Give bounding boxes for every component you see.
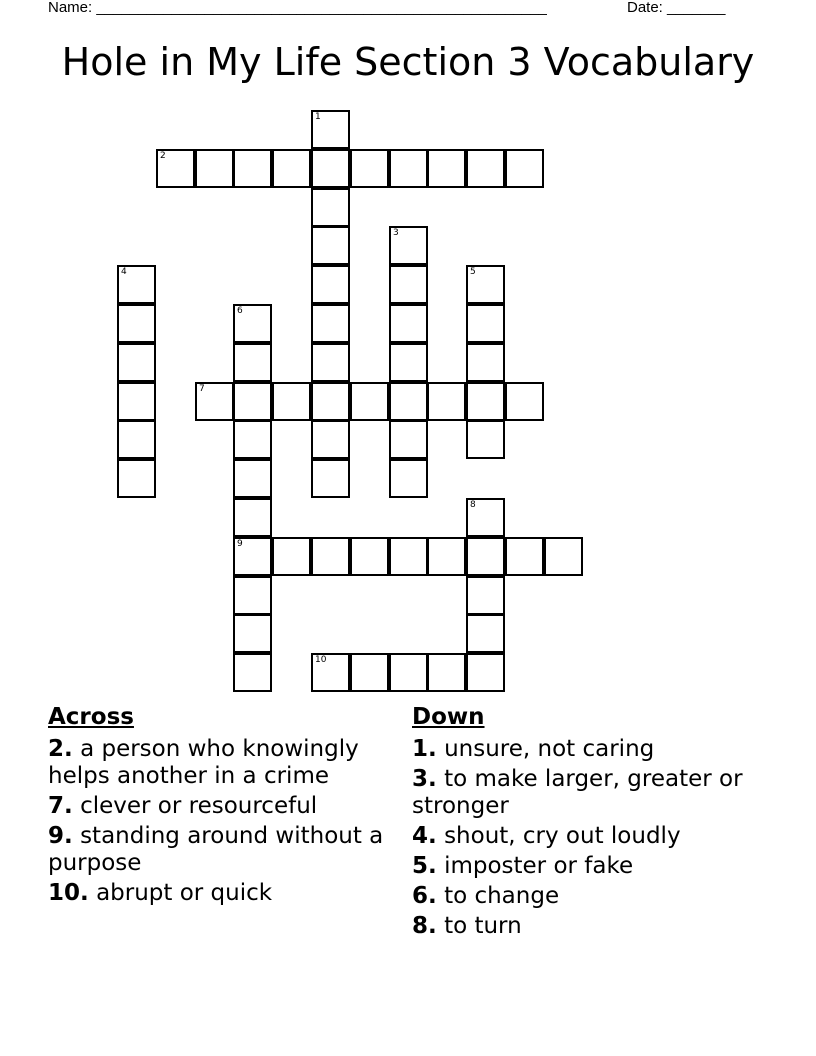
grid-cell[interactable] [117,265,156,304]
grid-cell[interactable] [466,304,505,343]
clue-across-10: 10. abrupt or quick [48,880,273,906]
grid-cell[interactable] [466,653,505,692]
clue-down-3: 3. to make larger, greater or stronger [412,766,743,819]
grid-cell[interactable] [311,420,350,459]
grid-cell[interactable] [389,420,428,459]
clue-number: 10 [315,655,327,665]
grid-cell[interactable] [195,149,234,188]
grid-cell[interactable] [350,149,389,188]
clue-down-8: 8. to turn [412,913,522,939]
grid-cell[interactable] [311,382,350,421]
grid-cell[interactable] [233,382,272,421]
grid-cell[interactable] [311,110,350,149]
grid-cell[interactable] [195,382,234,421]
grid-cell[interactable] [117,304,156,343]
grid-cell[interactable] [311,343,350,382]
grid-cell[interactable] [389,149,428,188]
down-heading: Down [412,704,485,730]
grid-cell[interactable] [466,149,505,188]
grid-cell[interactable] [117,420,156,459]
across-clues [48,702,388,910]
grid-cell[interactable] [466,382,505,421]
grid-cell[interactable] [466,537,505,576]
grid-cell[interactable] [233,653,272,692]
grid-cell[interactable] [427,537,466,576]
grid-cell[interactable] [233,537,272,576]
down-clues [412,702,752,943]
grid-cell[interactable] [311,537,350,576]
clue-number: 2 [160,151,166,161]
grid-cell[interactable] [505,149,544,188]
clue-number: 3 [393,228,399,238]
grid-cell[interactable] [311,188,350,227]
clue-number: 5 [470,267,476,277]
grid-cell[interactable] [389,459,428,498]
grid-cell[interactable] [117,382,156,421]
grid-cell[interactable] [389,382,428,421]
grid-cell[interactable] [466,498,505,537]
grid-cell[interactable] [233,459,272,498]
grid-cell[interactable] [389,343,428,382]
clue-number: 4 [121,267,127,277]
page-title: Hole in My Life Section 3 Vocabulary [61,40,755,84]
grid-cell[interactable] [427,653,466,692]
grid-cell[interactable] [427,149,466,188]
grid-cell[interactable] [466,576,505,615]
clue-down-4: 4. shout, cry out loudly [412,823,681,849]
grid-cell[interactable] [505,537,544,576]
grid-cell[interactable] [233,420,272,459]
date-field-label[interactable]: Date: _______ [627,0,726,16]
clue-number: 7 [199,384,205,394]
grid-cell[interactable] [350,537,389,576]
grid-cell[interactable] [311,265,350,304]
grid-cell[interactable] [505,382,544,421]
grid-cell[interactable] [350,382,389,421]
grid-cell[interactable] [272,382,311,421]
grid-cell[interactable] [272,149,311,188]
grid-cell[interactable] [466,343,505,382]
name-field-label[interactable]: Name: ______________________________________________________ [48,0,547,16]
grid-cell[interactable] [233,343,272,382]
grid-cell[interactable] [466,614,505,653]
grid-cell[interactable] [311,653,350,692]
grid-cell[interactable] [117,343,156,382]
grid-cell[interactable] [272,537,311,576]
grid-cell[interactable] [427,382,466,421]
across-heading: Across [48,704,134,730]
grid-cell[interactable] [350,653,389,692]
grid-cell[interactable] [544,537,583,576]
clue-number: 6 [237,306,243,316]
grid-cell[interactable] [233,498,272,537]
grid-cell[interactable] [311,304,350,343]
clue-down-6: 6. to change [412,883,560,909]
grid-cell[interactable] [233,304,272,343]
clue-across-7: 7. clever or resourceful [48,793,318,819]
grid-cell[interactable] [311,459,350,498]
grid-cell[interactable] [311,226,350,265]
grid-cell[interactable] [389,304,428,343]
grid-cell[interactable] [233,149,272,188]
grid-cell[interactable] [117,459,156,498]
clue-number: 8 [470,500,476,510]
grid-cell[interactable] [389,265,428,304]
grid-cell[interactable] [389,226,428,265]
clue-across-2: 2. a person who knowingly helps another in a crime [48,736,359,789]
grid-cell[interactable] [156,149,195,188]
clue-across-9: 9. standing around without a purpose [48,823,384,876]
grid-cell[interactable] [233,576,272,615]
clue-down-1: 1. unsure, not caring [412,736,655,762]
grid-cell[interactable] [233,614,272,653]
grid-cell[interactable] [466,420,505,459]
grid-cell[interactable] [466,265,505,304]
clue-down-5: 5. imposter or fake [412,853,634,879]
clue-number: 1 [315,112,321,122]
clue-number: 9 [237,539,243,549]
grid-cell[interactable] [311,149,350,188]
grid-cell[interactable] [389,537,428,576]
grid-cell[interactable] [389,653,428,692]
